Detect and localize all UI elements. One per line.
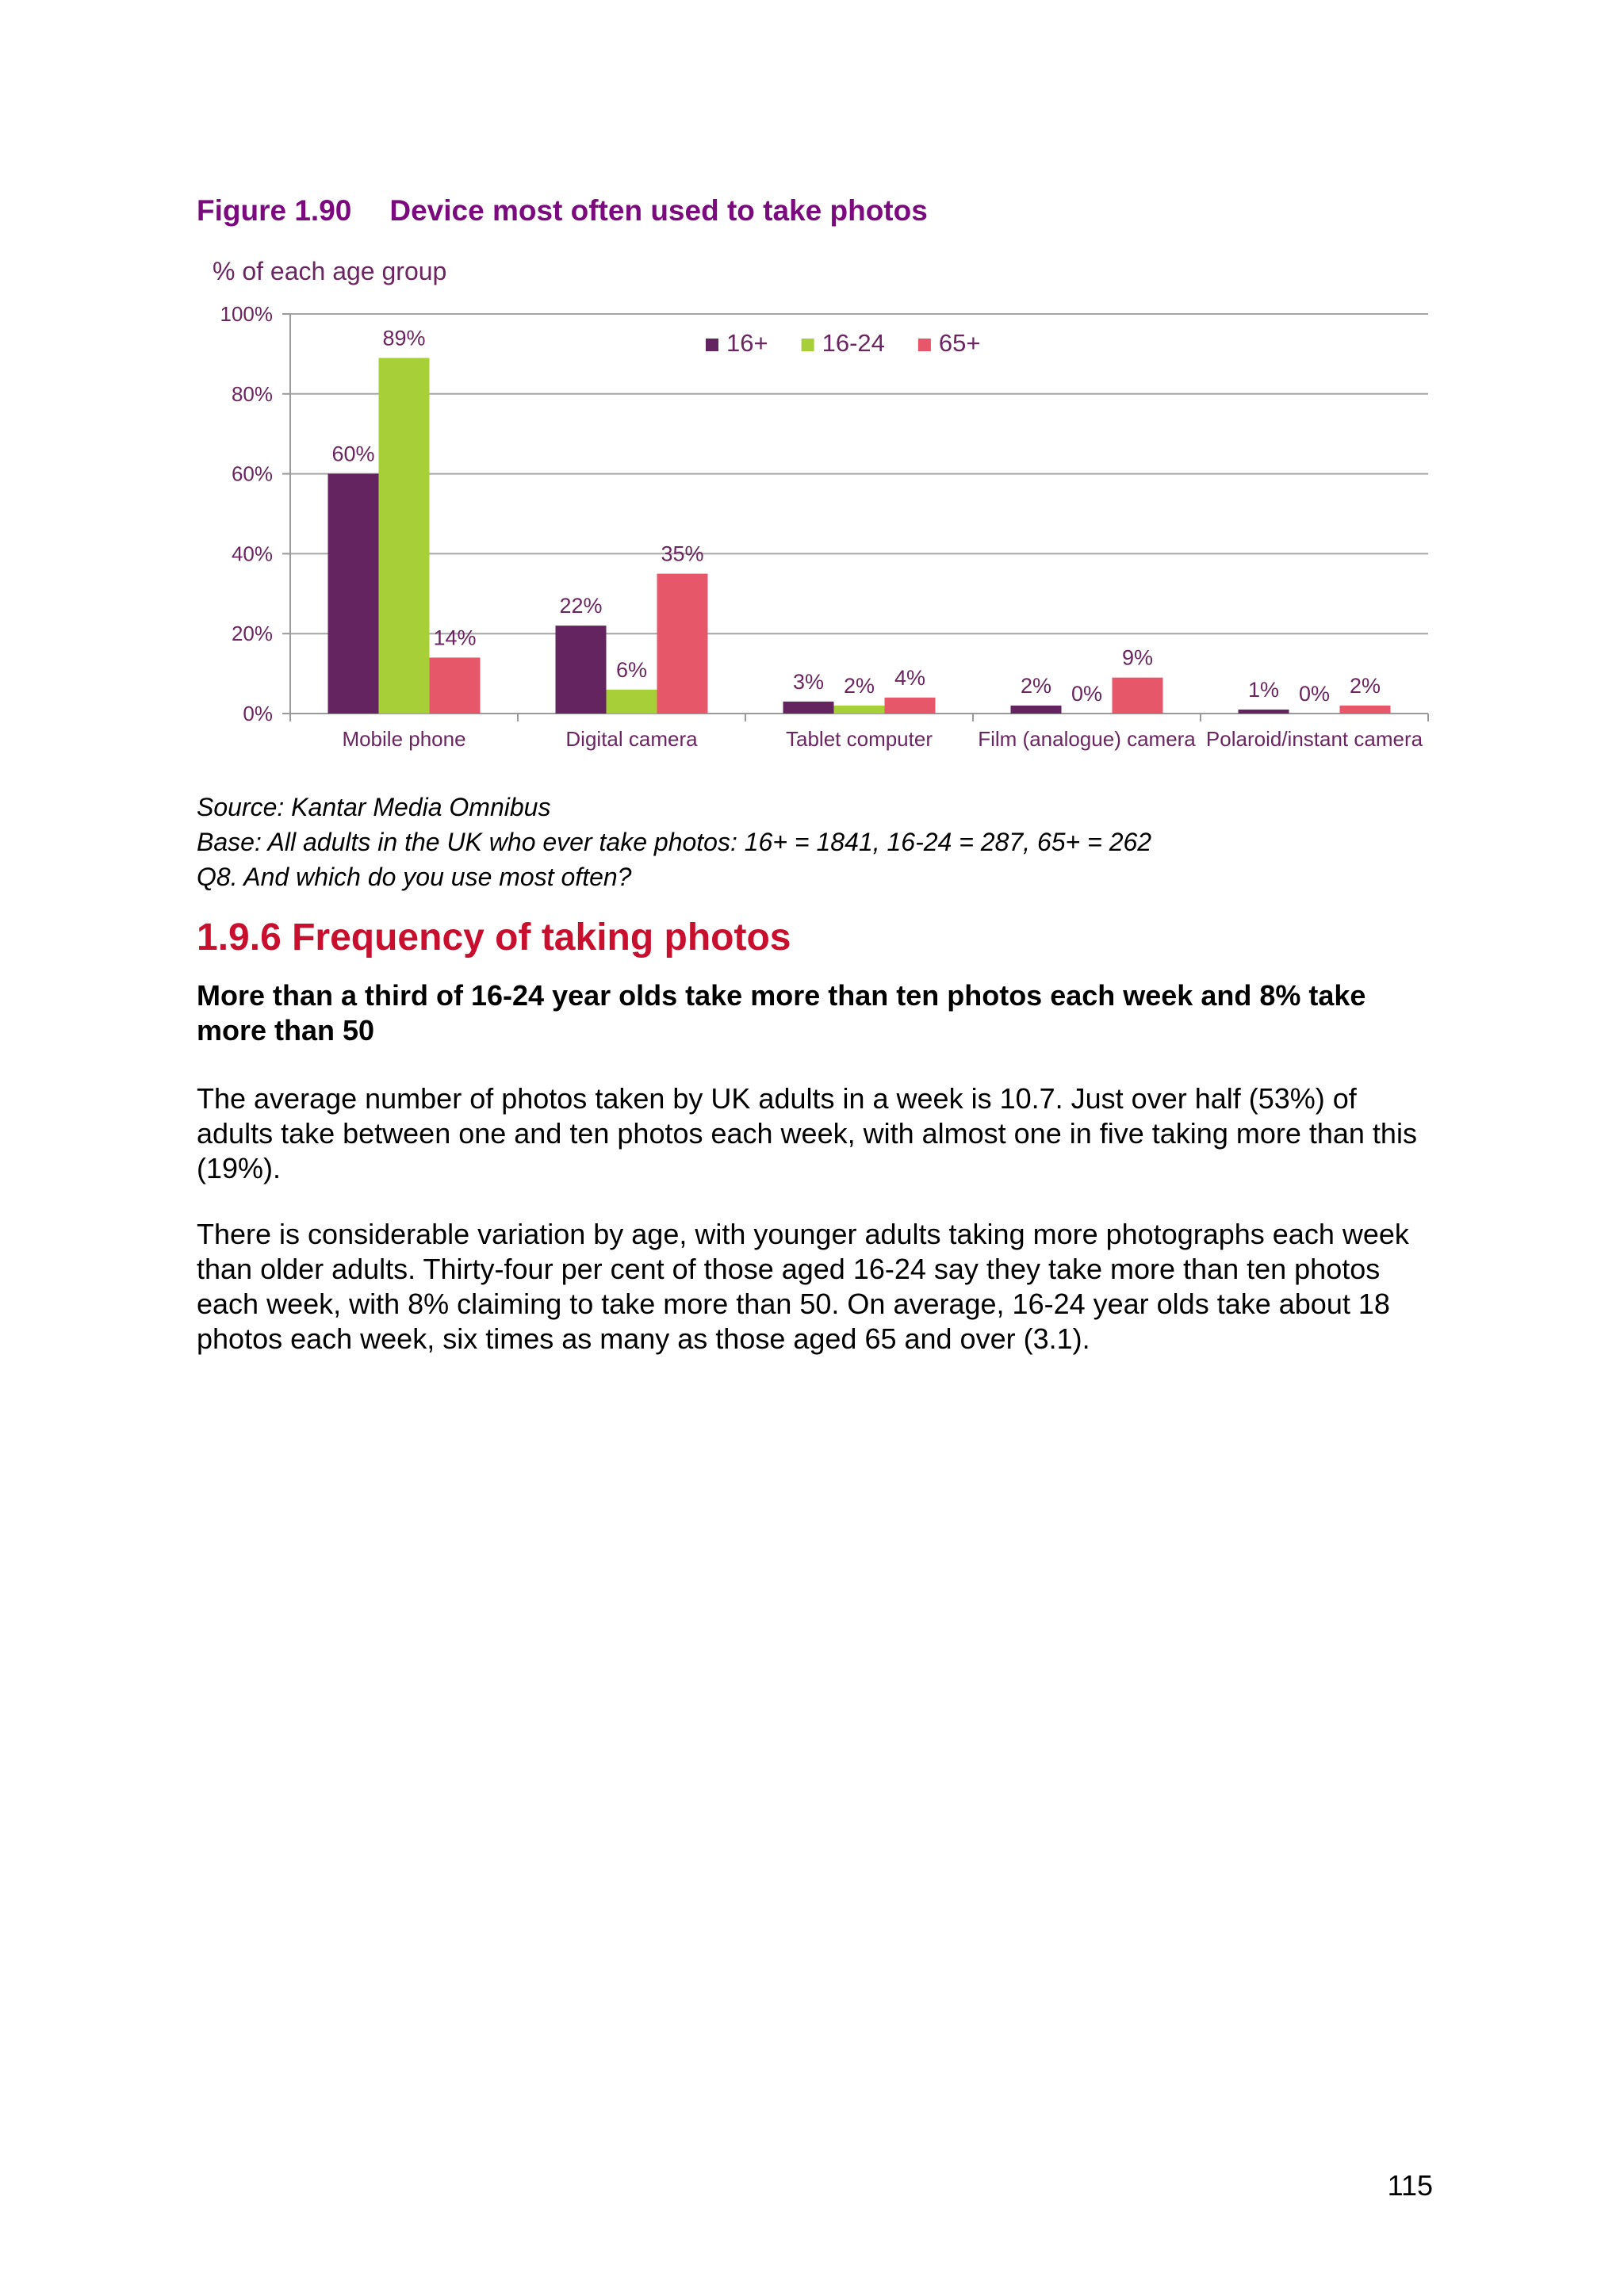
y-tick-label: 0%: [243, 702, 273, 725]
legend-swatch: [802, 339, 814, 351]
bar-16-24-1: [607, 690, 657, 714]
data-label: 4%: [894, 665, 926, 690]
data-label: 0%: [1298, 682, 1331, 706]
section-heading: 1.9.6 Frequency of taking photos: [197, 916, 791, 959]
category-label: Mobile phone: [342, 727, 466, 751]
section-lead: More than a third of 16-24 year olds take more than ten photos each week and 8% take more than 50: [197, 979, 1366, 1047]
y-tick-label: 80%: [231, 381, 273, 406]
bar-65+-2: [885, 698, 936, 714]
y-tick-label: 100%: [220, 302, 273, 326]
data-label: 2%: [1020, 673, 1052, 698]
data-label: 35%: [661, 541, 704, 566]
data-label: 6%: [615, 657, 648, 682]
bar-16-24-2: [834, 706, 885, 714]
data-label: 2%: [843, 673, 875, 698]
base-note: Base: All adults in the UK who ever take photos: 16+ = 1841, 16-24 = 287, 65+ = 262: [197, 828, 1152, 856]
figure-caption: Device most often used to take photos: [389, 194, 928, 227]
legend-label: 16+: [726, 329, 768, 357]
body-paragraph: The average number of photos taken by UK adults in a week is 10.7. Just over half (53%) of adults take between one and ten photos each week, with almost one in five taking more than this (19%).: [197, 1082, 1417, 1184]
bar-16+-2: [783, 702, 834, 714]
y-tick-label: 60%: [231, 461, 273, 486]
category-label: Polaroid/instant camera: [1205, 727, 1423, 751]
data-label: 9%: [1121, 645, 1154, 670]
data-label: 89%: [382, 326, 426, 350]
data-label: 2%: [1349, 673, 1381, 698]
bar-16+-1: [556, 626, 607, 714]
figure-notes: [197, 790, 1151, 894]
figure-number: Figure 1.90: [197, 194, 352, 227]
category-label: Tablet computer: [786, 727, 933, 751]
question-note: Q8. And which do you use most often?: [197, 863, 632, 891]
data-label: 1%: [1247, 677, 1280, 702]
bar-65+-4: [1340, 706, 1391, 714]
bar-chart: [0, 0, 1624, 761]
bar-16+-4: [1239, 710, 1289, 714]
bar-16+-0: [328, 474, 379, 714]
legend-label: 65+: [938, 329, 981, 357]
data-label: 14%: [433, 626, 477, 650]
chart-bars: [328, 358, 1391, 714]
source-note: Source: Kantar Media Omnibus: [197, 793, 551, 821]
category-label: Film (analogue) camera: [978, 727, 1196, 751]
bar-65+-3: [1113, 678, 1163, 714]
data-label: 60%: [331, 442, 375, 466]
body-paragraph: There is considerable variation by age, with younger adults taking more photographs each week than older adults. Thirty-four per cent of those aged 16-24 say they take more than ten photos each week, with 8% claiming to take more than 50. On average, 16-24 year olds take about 18 photos each week, six times as many as those aged 65 and over (3.1).: [197, 1218, 1409, 1355]
bar-16+-3: [1011, 706, 1062, 714]
page-number: 115: [1387, 2169, 1433, 2202]
legend-swatch: [918, 339, 931, 351]
chart-legend: [706, 329, 980, 357]
bar-16-24-0: [379, 358, 430, 714]
data-label: 3%: [792, 669, 825, 694]
bar-65+-1: [657, 574, 708, 714]
y-axis-title: % of each age group: [213, 257, 447, 285]
y-tick-label: 20%: [231, 622, 273, 646]
data-label: 22%: [559, 594, 603, 618]
bar-65+-0: [430, 657, 481, 714]
data-label: 0%: [1071, 682, 1103, 706]
category-label: Digital camera: [565, 727, 698, 751]
legend-swatch: [706, 339, 718, 351]
legend-label: 16-24: [822, 329, 885, 357]
y-tick-label: 40%: [231, 541, 273, 566]
